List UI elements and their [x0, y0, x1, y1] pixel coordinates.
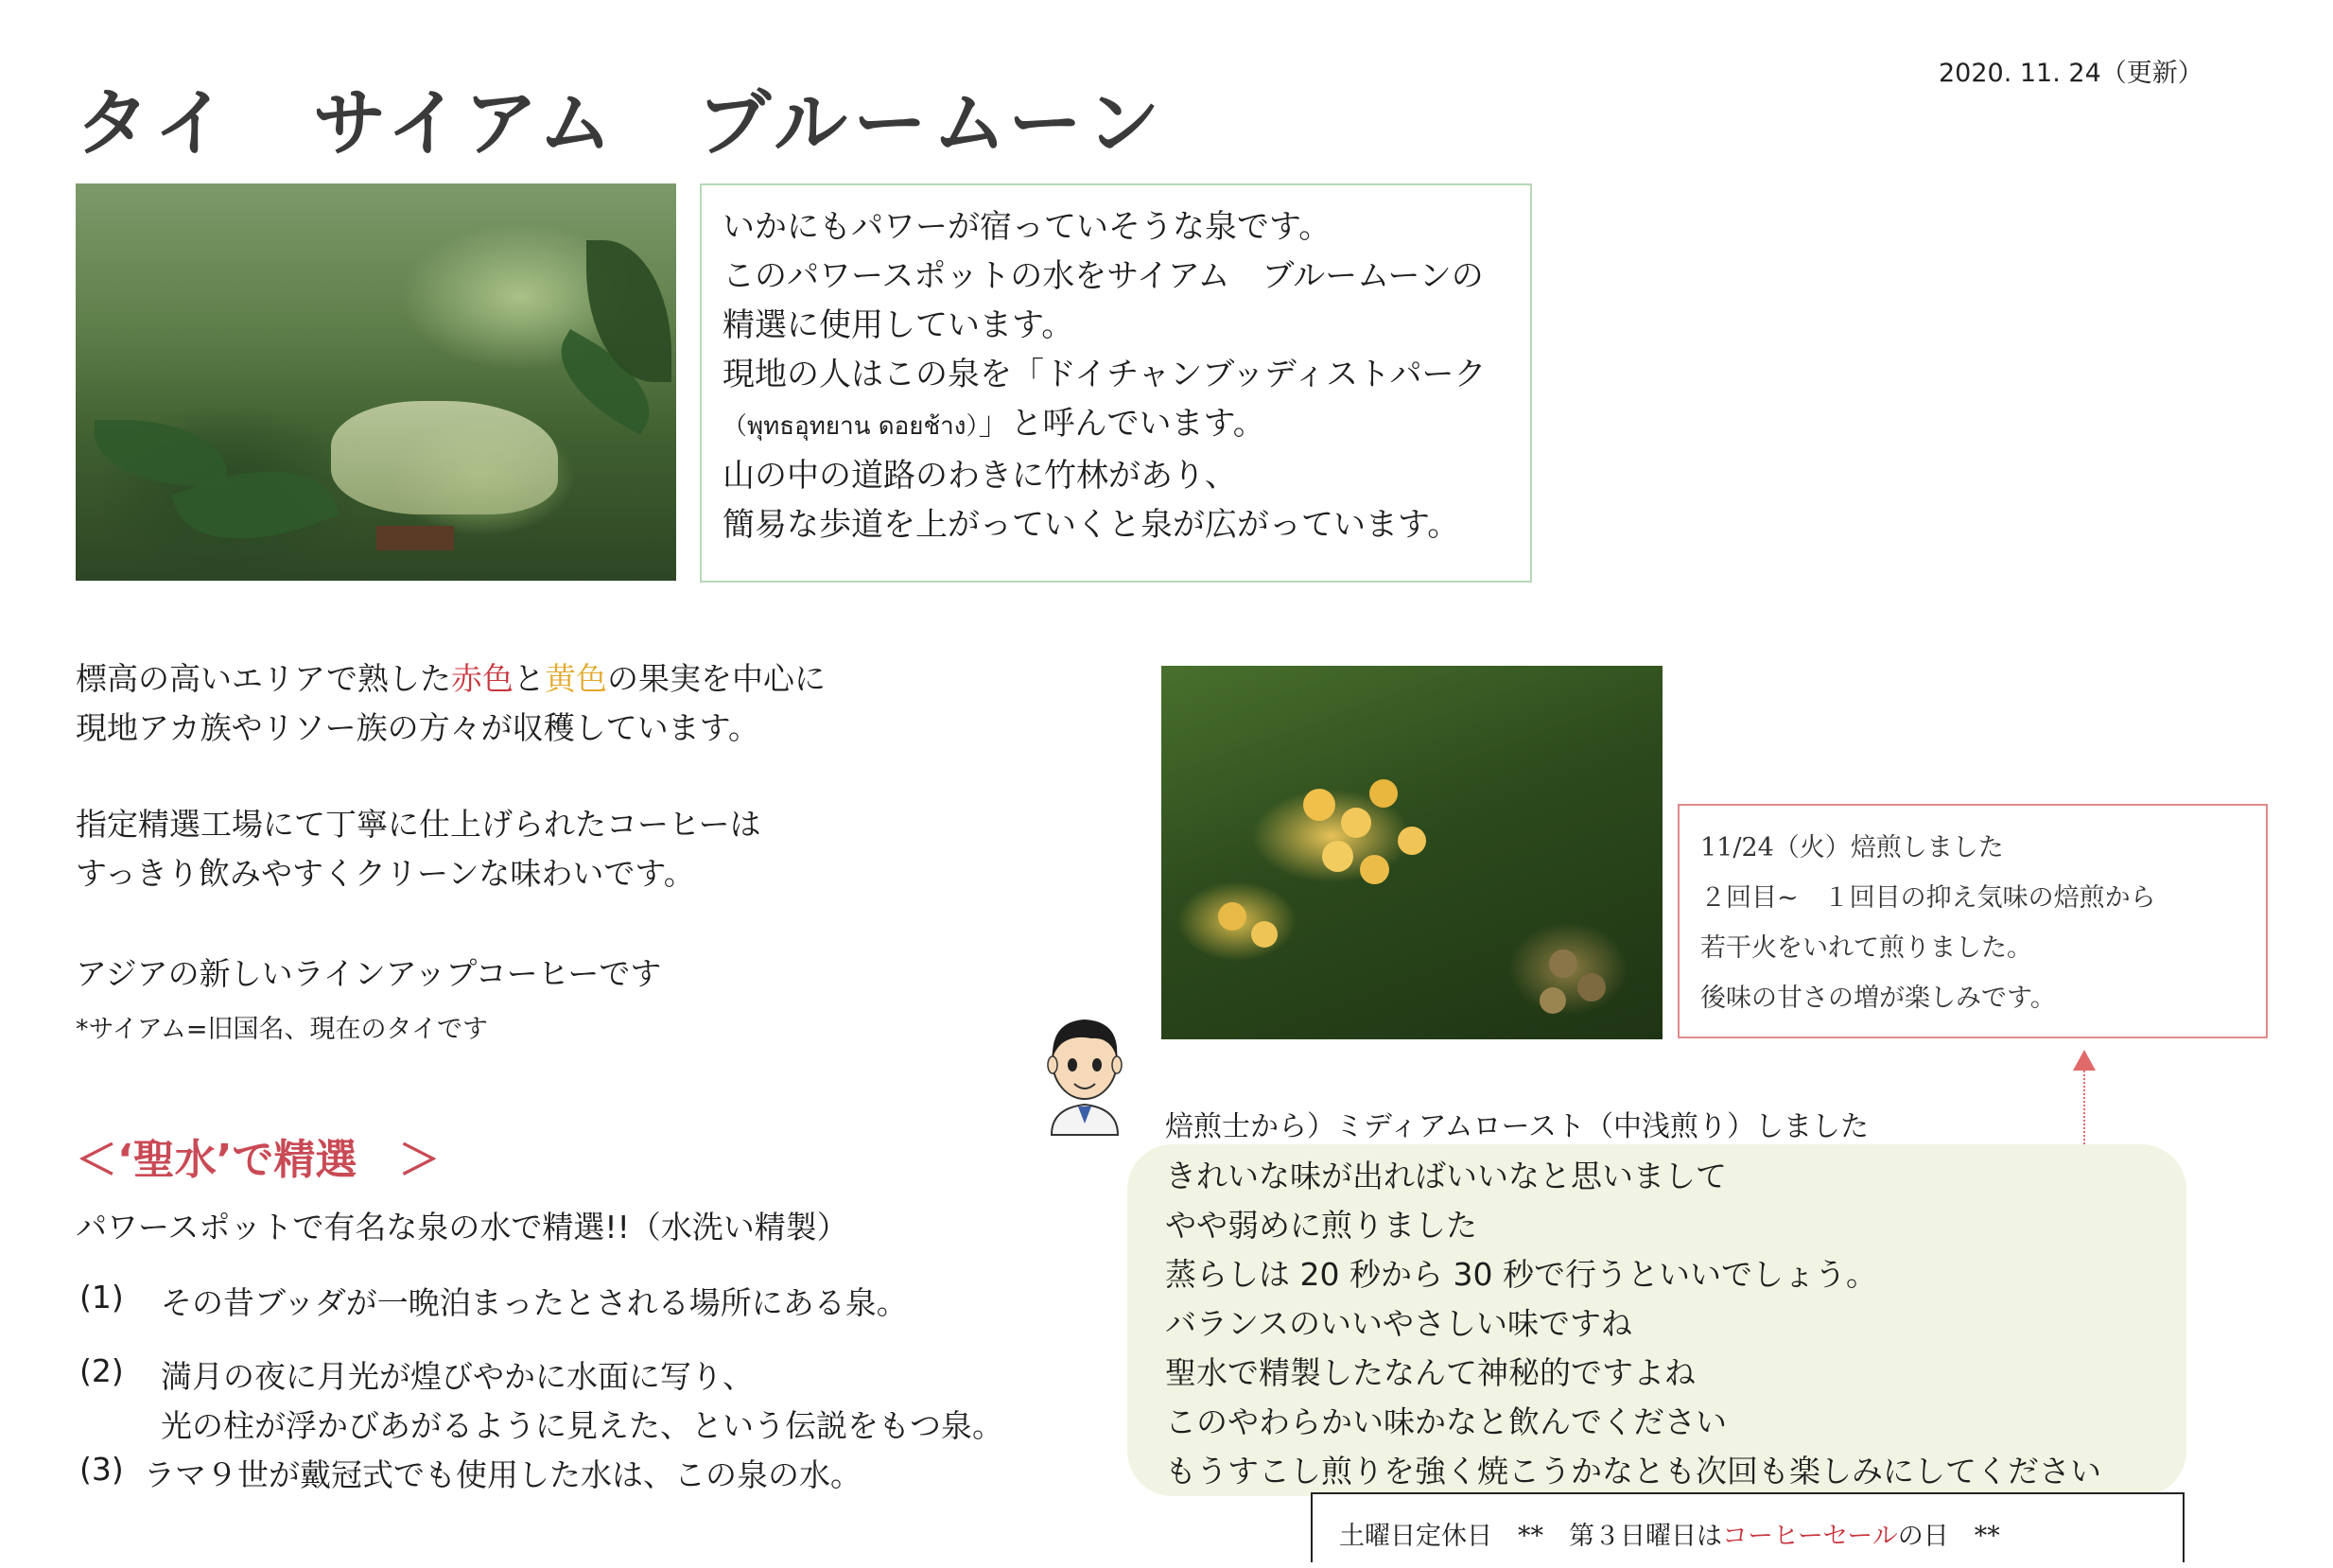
coffee-cherry [1303, 789, 1335, 821]
text-span: と [514, 660, 545, 697]
yellow-color-word: 黄色 [545, 660, 607, 697]
holy-water-heading: ＜‘聖水’で精選 ＞ [76, 1136, 441, 1184]
list-number: (2) [79, 1352, 124, 1389]
list-number: (3) [79, 1451, 124, 1488]
intro-line: 山の中の道路のわきに竹林があり、 [723, 457, 1237, 495]
coffee-sale-label: コーヒーセール [1722, 1522, 1898, 1551]
processing-paragraph [76, 800, 761, 898]
roaster-line: 蒸らしは 20 秒から 30 秒で行うといいでしょう。 [1165, 1256, 1877, 1293]
intro-line: 精選に使用しています。 [723, 306, 1074, 344]
intro-text-box [700, 183, 1532, 583]
roaster-comment [1165, 1152, 2101, 1496]
thai-place-name: （พุทธอุทยาน ดอยช้าง） [723, 412, 979, 441]
roast-note-line: 若干火をいれて煎りました。 [1700, 933, 2032, 963]
intro-line: 簡易な歩道を上がっていくと泉が広がっています。 [723, 506, 1460, 544]
forest-spring-photo [76, 183, 676, 581]
roaster-line: もうすこし煎りを強く焼こうかなとも次回も楽しみにしてください [1165, 1453, 2101, 1490]
list-item: ラマ９世が戴冠式でも使用した水は、この泉の水。 [144, 1456, 862, 1493]
footer-text: の日 ** [1897, 1522, 2000, 1551]
red-color-word: 赤色 [451, 660, 514, 697]
coffee-cherry [1322, 841, 1353, 872]
coffee-cherry [1577, 973, 1606, 1002]
coffee-cherry [1549, 950, 1577, 978]
text-span: の果実を中心に [607, 660, 826, 697]
coffee-cherry [1398, 827, 1426, 855]
coffee-cherries-photo [1161, 666, 1663, 1039]
intro-line: 現地の人はこの泉を「ドイチャンブッディストパーク [723, 356, 1487, 393]
coffee-cherry [1341, 808, 1371, 838]
foliage-leaf [95, 420, 227, 486]
holy-water-intro: パワースポットで有名な泉の水で精選!!（水洗い精製） [76, 1209, 848, 1246]
arrow-up-icon [2073, 1050, 2096, 1071]
roaster-line: 聖水で精製したなんて神秘的ですよね [1165, 1354, 1696, 1391]
intro-line: このパワースポットの水をサイアム ブルームーンの [723, 257, 1484, 295]
footer-text: 土曜日定休日 ** 第３日曜日は [1339, 1522, 1722, 1551]
list-number: (1) [79, 1279, 124, 1315]
coffee-cherry [1360, 855, 1389, 884]
harvest-paragraph [76, 654, 826, 753]
wooden-sign [376, 526, 454, 550]
roast-note-line: 11/24（火）焙煎しました [1700, 833, 2004, 862]
roast-date-note [1678, 804, 2268, 1038]
text-span: 現地アカ族やリソー族の方々が収穫しています。 [76, 709, 760, 746]
roaster-line: バランスのいいやさしい味ですね [1165, 1305, 1633, 1342]
roaster-line: やや弱めに煎りました [1165, 1207, 1477, 1244]
text-span: 指定精選工場にて丁寧に仕上げられたコーヒーは [76, 806, 761, 843]
siam-footnote: *サイアム=旧国名、現在のタイです [76, 1015, 488, 1044]
coffee-cherry [1369, 779, 1398, 808]
page-title: タイ サイアム ブルームーン [76, 81, 1166, 166]
store-hours-footer [1311, 1492, 2185, 1562]
coffee-cherry [1540, 987, 1566, 1014]
intro-line-thai [723, 399, 1509, 451]
roaster-line: きれいな味が出ればいいなと思いまして [1165, 1158, 1727, 1194]
update-date: 2020. 11. 24（更新） [1939, 59, 2203, 88]
pond-water [331, 401, 558, 514]
roast-note-line: ２回目~ １回目の抑え気味の焙煎から [1700, 883, 2156, 913]
roaster-line: このやわらかい味かなと飲んでください [1165, 1403, 1727, 1440]
coffee-cherry [1251, 921, 1278, 948]
text-span: 標高の高いエリアで熟した [76, 660, 451, 697]
roaster-heading: 焙煎士から）ミディアムロースト（中浅煎り）しました [1165, 1110, 1869, 1143]
lineup-text: アジアの新しいラインアップコーヒーです [76, 955, 662, 992]
list-item-continued: 光の柱が浮かびあがるように見えた、という伝説をもつ泉。 [161, 1407, 1003, 1444]
roast-note-line: 後味の甘さの増が楽しみです。 [1700, 984, 2056, 1013]
list-item: 満月の夜に月光が煌びやかに水面に写り、 [161, 1358, 754, 1395]
coffee-cherry [1218, 902, 1246, 931]
list-item: その昔ブッダが一晩泊まったとされる場所にある泉。 [161, 1284, 908, 1321]
text-span: すっきり飲みやすくクリーンな味わいです。 [76, 855, 695, 892]
intro-line-suffix: 」と呼んでいます。 [978, 405, 1265, 443]
intro-line: いかにもパワーが宿っていそうな泉です。 [723, 208, 1332, 246]
roaster-avatar-icon [1035, 1002, 1135, 1144]
